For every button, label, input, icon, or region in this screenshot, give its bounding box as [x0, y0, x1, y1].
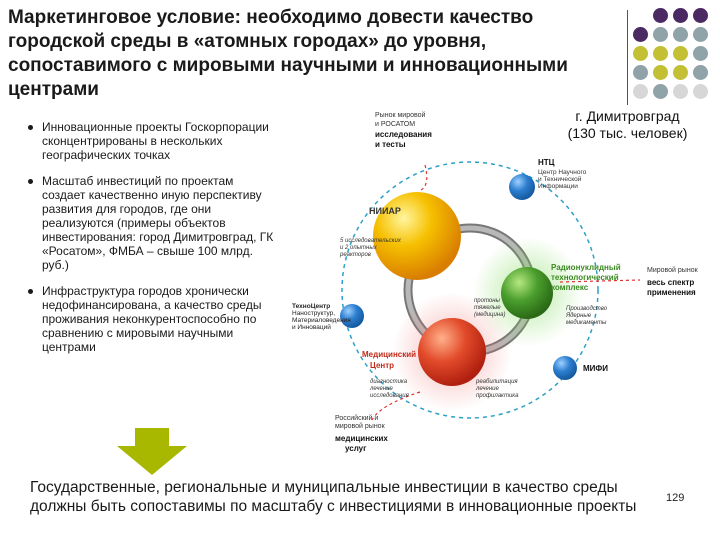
technocenter-ball — [340, 304, 364, 328]
top-market-label: Рынок мировой и РОСАТОМ — [375, 112, 426, 128]
ntc-ball — [509, 174, 535, 200]
medical-center-label: Медицинский Центр — [362, 350, 417, 370]
city-name: г. Димитровград — [575, 108, 680, 124]
ntc-lines: Центр Научного и Технической Информации — [538, 169, 587, 190]
dot — [653, 84, 668, 99]
reactors-label: 5 исследовательских и 2 опытных реакторов — [340, 238, 401, 258]
technocenter-label: ТехноЦентр Наноструктур, Материаловедения и Инноваций — [292, 303, 351, 331]
medical-lines: диагностика лечение исследования — [370, 379, 409, 399]
dot — [693, 84, 708, 99]
dot — [673, 27, 688, 42]
page-number: 129 — [666, 492, 685, 504]
nuclear-label: Производство Ядерные медикаменты — [566, 306, 608, 326]
russian-market-bold: медицинских услуг — [335, 434, 388, 453]
rehab-lines: реабилитация лечение профилактика — [476, 379, 519, 399]
bullet-item: Инновационные проекты Госкорпорации сконцентрированы в нескольких географических точках — [28, 120, 278, 162]
dot — [693, 27, 708, 42]
dot — [653, 27, 668, 42]
dot — [633, 65, 648, 80]
bullet-item: Масштаб инвестиций по проектам создает качественно иную перспективу развития для городов, где они реализуются (примеры объектов инвестирования: город Димитровград, ГК «Росатом», ФМБА – свыше 100 млрд. руб.) — [28, 174, 278, 272]
bullet-list — [28, 120, 278, 366]
conclusion-text: Государственные, региональные и муниципальные инвестиции в качество среды должны быть сопоставимы по масштабу с инвестициями в инновационные проекты — [30, 479, 637, 515]
dot — [693, 8, 708, 23]
dot — [633, 84, 648, 99]
bullet-item: Инфраструктура городов хронически недофинансирована, а качество среды проживания неконкурентоспособно по сравнению с мировыми научными центрами — [28, 284, 278, 354]
dot — [673, 65, 688, 80]
medical-center-ball — [418, 318, 486, 386]
city-population: (130 тыс. человек) — [567, 125, 688, 141]
cluster-diagram — [270, 100, 710, 470]
dot — [673, 84, 688, 99]
dot — [653, 46, 668, 61]
dot — [673, 8, 688, 23]
dot — [693, 46, 708, 61]
radionuclide-label: Радионуклидный технологический комплекс — [551, 263, 621, 292]
dot — [673, 46, 688, 61]
dot — [653, 65, 668, 80]
dot — [653, 8, 668, 23]
dot — [633, 27, 648, 42]
ntc-title: НТЦ — [538, 158, 555, 167]
arrow-down-icon — [117, 428, 187, 476]
russian-market-label: Российский и мировой рынок — [335, 415, 385, 430]
dot — [633, 46, 648, 61]
divider-line — [627, 10, 628, 105]
niiar-label: НИИАР — [369, 206, 401, 216]
arrow-top — [421, 165, 427, 190]
radionuclide-ball — [501, 267, 553, 319]
world-market-right: Мировой рынок — [647, 267, 698, 274]
world-market-right-bold: весь спектр применения — [647, 278, 696, 297]
mifi-ball — [553, 356, 577, 380]
services-label: протоны тяжелые (медицина) — [474, 298, 506, 318]
mifi-label: МИФИ — [583, 364, 608, 373]
dot — [693, 65, 708, 80]
page-title: Маркетинговое условие: необходимо довести качество городской среды в «атомных городах» до уровня, сопоставимого с мировыми научными и инновационными центрами — [8, 7, 568, 100]
top-market-bold: исследования и тесты — [375, 130, 432, 149]
